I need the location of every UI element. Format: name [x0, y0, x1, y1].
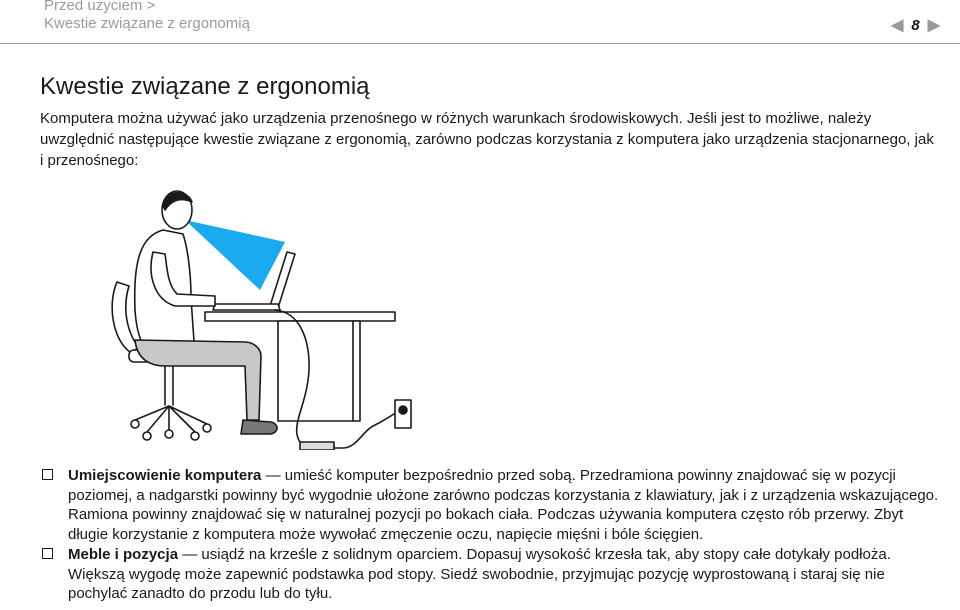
bullet-text: umieść komputer bezpośrednio przed sobą. Przedramiona powinny znajdować się w pozycji poziomej, a nadgarstki powinny być wygodnie ułożone zarówno podczas korzystania z klawiatury, jak i z urządzenia wskazującego. Ramiona powinny znajdować się w naturalnej pozycji po bokach ciała. Podczas używania komputera często rób przerwy. Zbyt długie korzystanie z komputera może wywołać zmęczenie oczu, napięcie mięśni i bóle ścięgien.	[68, 467, 939, 543]
list-item	[40, 545, 940, 604]
page-navigation	[891, 15, 940, 35]
checkbox-icon	[42, 548, 53, 559]
bullet-dash: —	[261, 467, 285, 484]
breadcrumb-current: Kwestie związane z ergonomią	[44, 15, 250, 32]
power-adapter	[300, 442, 334, 450]
ergonomic-posture-illustration	[95, 180, 425, 450]
page-header	[0, 0, 960, 44]
header-divider	[0, 43, 960, 44]
gaze-beam	[185, 220, 285, 290]
desk-top	[205, 312, 395, 321]
page-number: 8	[911, 16, 920, 34]
desk-cabinet	[278, 321, 360, 421]
arrow-right-icon[interactable]: ▶	[927, 17, 940, 34]
bullet-text: usiądź na krześle z solidnym oparciem. Dopasuj wysokość krzesła tak, aby stopy całe dotykały podłoża. Większą wygodę może zapewnić podstawka pod stopy. Siedź swobodnie, przyjmując pozycję wyprostowaną i staraj się nie pochylać zanadto do przodu lub do tyłu.	[68, 546, 891, 602]
chair-base	[135, 406, 207, 432]
person-shoe	[241, 420, 277, 434]
person-legs	[135, 340, 261, 420]
bullet-dash: —	[178, 546, 202, 563]
ergonomics-list	[40, 466, 940, 605]
checkbox-icon	[42, 469, 53, 480]
laptop-base	[213, 304, 280, 310]
list-item	[40, 466, 940, 544]
intro-paragraph: Komputera można używać jako urządzenia przenośnego w różnych warunkach środowiskowych. Jeśli jest to możliwe, należy uwzględnić następujące kwestie związane z ergonomią, zarówno podczas korzystania z komputera jako urządzenia stacjonarnego, jak i przenośnego:	[40, 110, 934, 169]
arrow-left-icon[interactable]: ◀	[891, 17, 904, 34]
breadcrumb-parent[interactable]: Przed użyciem >	[44, 0, 156, 14]
page-title: Kwestie związane z ergonomią	[40, 73, 370, 100]
bullet-term: Umiejscowienie komputera	[68, 467, 262, 484]
bullet-term: Meble i pozycja	[68, 546, 179, 563]
